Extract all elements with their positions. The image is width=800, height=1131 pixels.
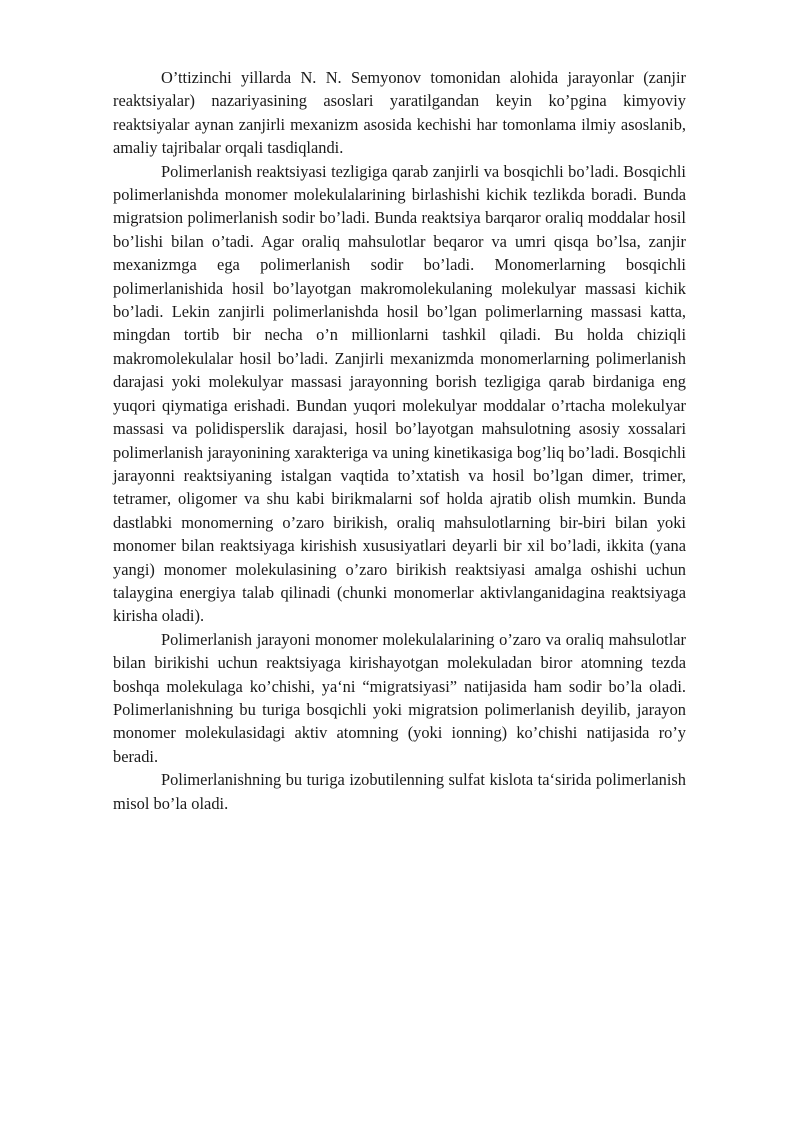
document-page [113, 66, 686, 815]
paragraph: Polimerlanish jarayoni monomer molekulalarining o’zaro va oraliq mahsulotlar bilan birikishi uchun reaktsiyaga kirishayotgan molekuladan biror atomning tezda boshqa molekulaga ko’chishi, ya‘ni “migratsiyasi” natijasida ham sodir bo’la oladi. Polimerlanishning bu turiga bosqichli yoki migratsion polimerlanish deyilib, jarayon monomer molekulasidagi aktiv atomning (yoki ionning) ko’chishi natijasida ro’y beradi. [113, 629, 686, 766]
paragraph: Polimerlanish reaktsiyasi tezligiga qarab zanjirli va bosqichli bo’ladi. Bosqichli polimerlanishda monomer molekulalarining birlashishi kichik tezlikda boradi. Bunda migratsion polimerlanish sodir bo’ladi. Bunda reaktsiya barqaror oraliq moddalar hosil bo’lishi bilan o’tadi. Agar oraliq mahsulotlar beqaror va umri qisqa bo’lsa, zanjir mexanizmga ega polimerlanish sodir bo’ladi. Monomerlarning bosqichli polimerlanishida hosil bo’layotgan makromolekulaning molekulyar massasi kichik bo’ladi. Lekin zanjirli polimerlanishda hosil bo’lgan polimerlarning massasi katta, mingdan tortib bir necha o’n millionlarni tashkil qiladi. Bu holda chiziqli makromolekulalar hosil bo’ladi. Zanjirli mexanizmda monomerlarning polimerlanish darajasi yoki molekulyar massasi jarayonning borish tezligiga qarab birdaniga eng yuqori qiymatiga erishadi. Bundan yuqori molekulyar moddalar o’rtacha molekulyar massasi va polidisperslik darajasi, hosil bo’layotgan mahsulotning asosiy xossalari polimerlanish jarayonining xarakteriga va uning kinetikasiga bog’liq bo’ladi. Bosqichli jarayonni reaktsiyaning istalgan vaqtida to’xtatish va hosil bo’lgan dimer, trimer, tetramer, oligomer va shu kabi birikmalarni sof holda ajratib olish mumkin. Bunda dastlabki monomerning o’zaro birikish, oraliq mahsulotlarning bir-biri bilan yoki monomer bilan reaktsiyaga kirishish xususiyatlari deyarli bir xil bo’ladi, ikkita (yana yangi) monomer molekulasining o’zaro birikish reaktsiyasi amalga oshishi uchun talaygina energiya talab qilinadi (chunki monomerlar aktivlanganidagina reaktsiyaga kirisha oladi). [113, 161, 686, 626]
paragraph: Polimerlanishning bu turiga izobutilenning sulfat kislota ta‘sirida polimerlanish misol bo’la oladi. [113, 770, 686, 813]
paragraph: O’ttizinchi yillarda N. N. Semyonov tomonidan alohida jarayonlar (zanjir reaktsiyalar) nazariyasining asoslari yaratilgandan keyin ko’pgina kimyoviy reaktsiyalar aynan zanjirli mexanizm asosida kechishi har tomonlama ilmiy asoslanib, amaliy tajribalar orqali tasdiqlandi. [113, 68, 686, 158]
